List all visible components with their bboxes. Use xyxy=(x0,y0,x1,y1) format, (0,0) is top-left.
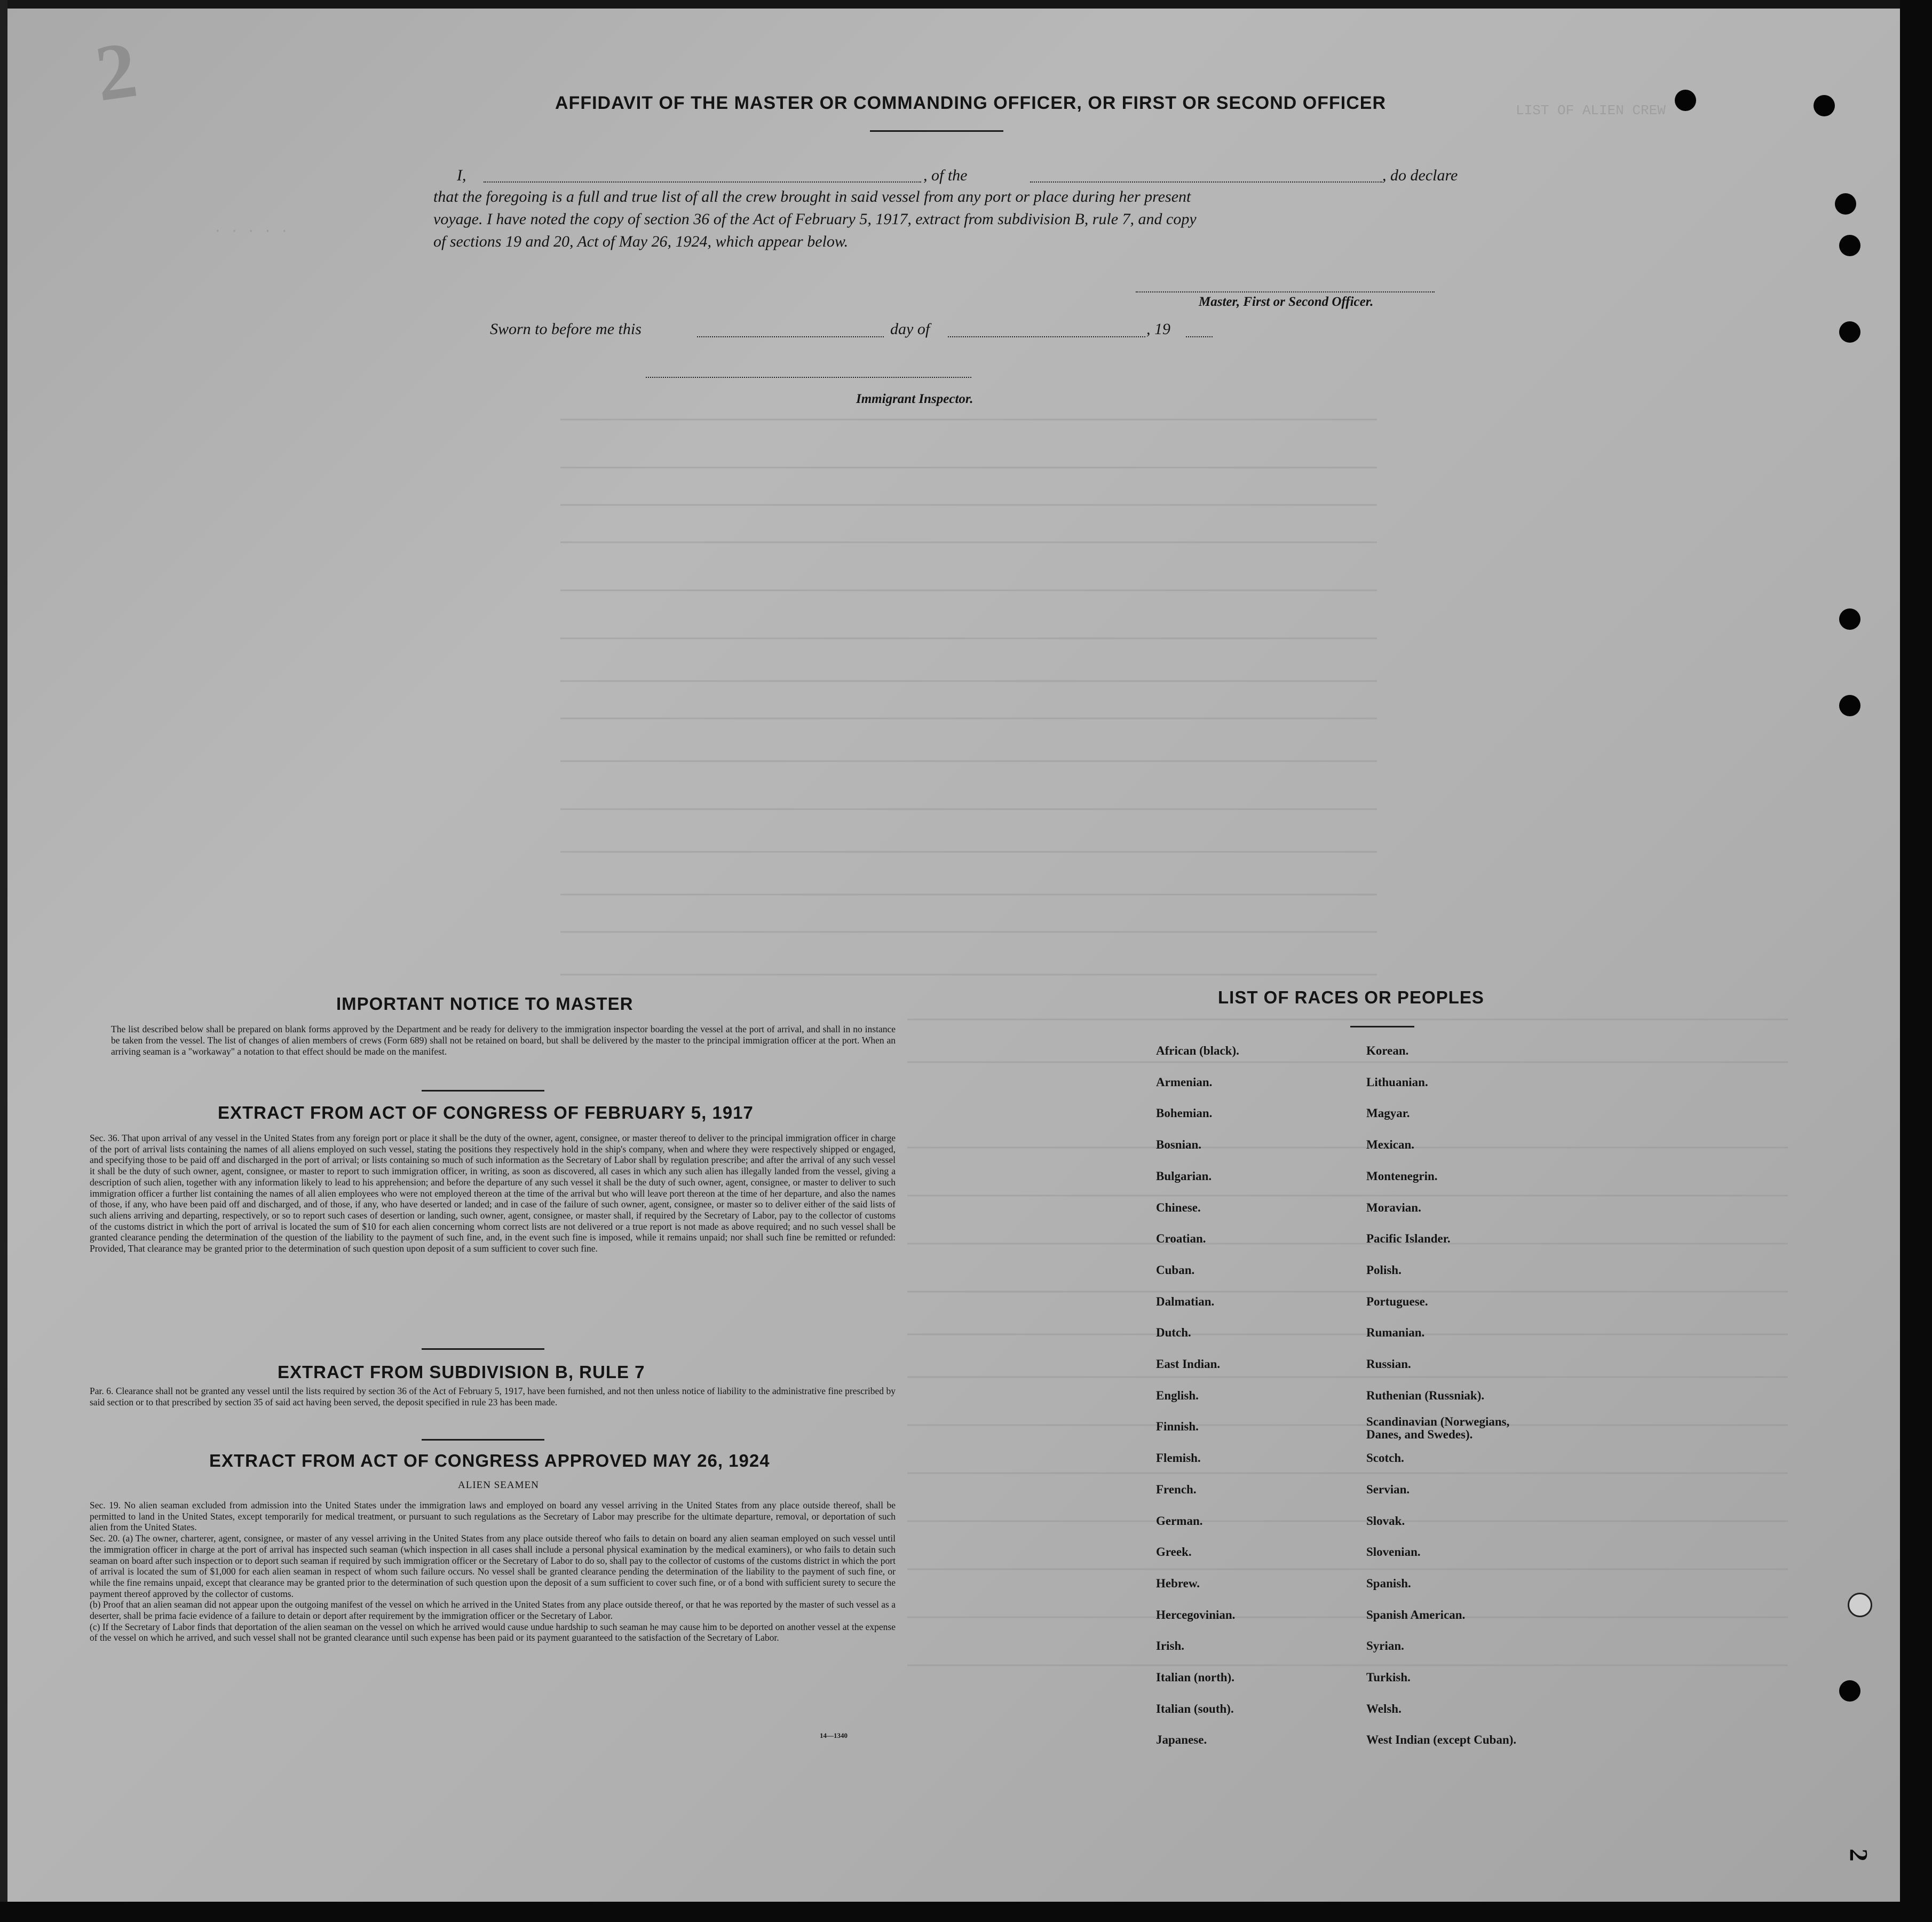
extract-1924-title: EXTRACT FROM ACT OF CONGRESS APPROVED MAY 26, 1924 xyxy=(209,1451,770,1470)
affidavit-do-declare: , do declare xyxy=(1382,167,1458,184)
race-right-item: Magyar. xyxy=(1366,1106,1410,1120)
race-right-item: Moravian. xyxy=(1366,1200,1421,1214)
race-left-item: Bulgarian. xyxy=(1156,1169,1212,1183)
scan-border-top xyxy=(0,0,1932,9)
page-number-top: 2 xyxy=(90,25,142,118)
race-left-item: Irish. xyxy=(1156,1639,1185,1653)
affidavit-of-the: , of the xyxy=(923,167,968,184)
sec-20c-text: (c) If the Secretary of Labor finds that deportation of the alien seaman on the vessel on which he arrived would cause undue hardship to such seaman he may cause him to be deported on another vessel at the expense of the vessel on which he arrived, and such vessel shall not be granted clearance until such expense has been paid or its payment guaranteed to the satisfaction of the Secretary of Labor. xyxy=(90,1621,896,1643)
notice-text: The list described below shall be prepared on blank forms approved by the Department and be ready for delivery to the immigration inspector boarding the vessel at the port of arrival, and shall in no instance be taken from the vessel. The list of changes of alien members of crews (Form 689) shall not be retained on board, but shall be delivered by the master to the principal immigration officer at the port. When an arriving seaman is a "workaway" a notation to that effect should be made on the manifest. xyxy=(111,1024,896,1057)
race-right-item: Slovenian. xyxy=(1366,1545,1421,1559)
race-right-item: Spanish. xyxy=(1366,1576,1411,1590)
master-signature-label: Master, First or Second Officer. xyxy=(1199,295,1374,309)
race-right-item: Pacific Islander. xyxy=(1366,1232,1451,1246)
race-right-item: Slovak. xyxy=(1366,1514,1405,1528)
race-right-item: Scotch. xyxy=(1366,1451,1404,1465)
scan-border-right xyxy=(1900,0,1932,1922)
notice-rule xyxy=(422,1090,544,1091)
extract-rule7-title: EXTRACT FROM SUBDIVISION B, RULE 7 xyxy=(278,1362,645,1382)
race-left-item: Greek. xyxy=(1156,1545,1192,1559)
race-right-item: Servian. xyxy=(1366,1482,1410,1496)
races-title: LIST OF RACES OR PEOPLES xyxy=(1218,987,1484,1007)
race-left-item: Armenian. xyxy=(1156,1075,1213,1089)
punch-hole xyxy=(1675,90,1696,111)
race-right-item: Spanish American. xyxy=(1366,1608,1466,1622)
punch-hole xyxy=(1839,235,1860,256)
day-of-label: day of xyxy=(890,320,930,338)
affidavit-i: I, xyxy=(457,167,466,184)
year-label: , 19 xyxy=(1146,320,1170,338)
race-left-item: Dalmatian. xyxy=(1156,1294,1215,1308)
alien-seamen-heading: ALIEN SEAMEN xyxy=(458,1480,539,1491)
affidavit-line-2: that the foregoing is a full and true list of all the crew brought in said vessel from any port or place during her present xyxy=(433,188,1191,205)
affidavit-line-4: of sections 19 and 20, Act of May 26, 1924, which appear below. xyxy=(433,233,849,250)
punch-hole xyxy=(1835,193,1856,215)
extract-rule7-text: Par. 6. Clearance shall not be granted any vessel until the lists required by section 36 of the Act of February 5, 1917, have been furnished, and not then unless notice of liability to the administrative fine prescribed by said section or to that prescribed by section 35 of said act having been served, the deposit specified in rule 23 has been made. xyxy=(90,1386,896,1407)
race-left-item: Hebrew. xyxy=(1156,1576,1200,1590)
race-left-item: Flemish. xyxy=(1156,1451,1201,1465)
race-right-item: Welsh. xyxy=(1366,1702,1402,1715)
race-left-item: East Indian. xyxy=(1156,1357,1221,1371)
race-left-item: African (black). xyxy=(1156,1044,1239,1057)
punch-hole xyxy=(1839,695,1860,716)
affidavit-line-3: voyage. I have noted the copy of section 36 of the Act of February 5, 1917, extract from subdivision B, rule 7, and copy xyxy=(433,210,1197,228)
svg-text:LIST OF ALIEN CREW: LIST OF ALIEN CREW xyxy=(1516,102,1666,118)
races-rule xyxy=(1350,1026,1414,1027)
form-number: 14—1340 xyxy=(820,1731,848,1739)
race-left-item: Finnish. xyxy=(1156,1420,1199,1434)
notice-title: IMPORTANT NOTICE TO MASTER xyxy=(336,994,634,1014)
race-left-item: Dutch. xyxy=(1156,1326,1191,1340)
title-rule xyxy=(870,130,1003,132)
race-left-item: Cuban. xyxy=(1156,1263,1195,1277)
race-right-item: Scandinavian (Norwegians, Danes, and Swedes). xyxy=(1366,1415,1510,1442)
race-right-item: West Indian (except Cuban). xyxy=(1366,1733,1517,1747)
race-right-item: Portuguese. xyxy=(1366,1294,1428,1308)
race-left-item: Croatian. xyxy=(1156,1232,1206,1246)
race-left-item: German. xyxy=(1156,1514,1203,1528)
sworn-day-blank[interactable] xyxy=(697,336,884,337)
punch-hole xyxy=(1848,1593,1872,1617)
race-left-item: Japanese. xyxy=(1156,1733,1207,1747)
sec-20b-text: (b) Proof that an alien seaman did not appear upon the outgoing manifest of the vessel on which he arrived in the United States from any place outside thereof, or that he was reported by the master of such vessel as a deserter, shall be prima facie evidence of a failure to detain or deport after requirement by the immigration officer or the Secretary of Labor. xyxy=(90,1599,896,1622)
race-left-item: English. xyxy=(1156,1388,1199,1402)
race-left-item: Bohemian. xyxy=(1156,1106,1213,1120)
race-right-item: Lithuanian. xyxy=(1366,1075,1428,1089)
extract-1917-text: Sec. 36. That upon arrival of any vessel in the United States from any foreign port or place it shall be the duty of the owner, agent, consignee, or master thereof to deliver to the principal immigration officer in charge of the port of arrival lists containing the names of all aliens employed on such vessel, stating the positions they respectively hold in the ship's company, when and where they were respectively shipped or engaged, and specifying those to be paid off and discharged in the port of arrival; or lists containing so much of such information as the Secretary of Labor shall by regulation prescribe; and after the arrival of any such vessel it shall be the duty of such owner, agent, consignee, or master to report to such immigration officer, in writing, as soon as discovered, all cases in which any such alien has illegally landed from the vessel, giving a description of such alien, together with any information likely to lead to his apprehension; and before the departure of any such vessel it shall be the duty of such owner, agent, consignee, or master to deliver to such immigration officer a further list containing the names of all alien employees who were not employed thereon at the time of the arrival but who will leave port thereon at the time of her departure, and also the names of those, if any, who have been paid off and discharged, and of those, if any, who have deserted or landed; and in case of the failure of such owner, agent, consignee, or master so to deliver either of the said lists of such aliens arriving and departing, respectively, or so to report such cases of desertion or landing, such owner, agent, consignee, or master shall, if required by the Secretary of Labor, pay to the collector of customs of the customs district in which the port of arrival is located the sum of $10 for each alien concerning whom correct lists are not delivered or a true report is not made as above required; and no such vessel shall be granted clearance pending the determination of the question of the liability to the payment of such fine, and, in the event such fine is imposed, while it remains unpaid; nor shall such fine be remitted or refunded: Provided, That clearance may be granted prior to the determination of such question upon deposit of a sum sufficient to cover such fine. xyxy=(90,1133,896,1254)
sec-20a-text: Sec. 20. (a) The owner, charterer, agent, consignee, or master of any vessel arriving in the United States from any place outside thereof who fails to detain on board any alien seaman employed on such vessel until the immigration officer in charge at the port of arrival has inspected such seaman (which inspection in all cases shall include a personal physical examination by the medical examiners), or who fails to detain such seaman on board after such inspection or to deport such seaman if required by such immigration officer or the Secretary of Labor to do so, shall pay to the collector of customs of the customs district in which the port of arrival is located the sum of $1,000 for each alien seaman in respect of whom such failure occurs. No vessel shall be granted clearance pending the determination of the liability to the payment of such fine, or while the fine remains unpaid, except that clearance may be granted prior to the determination of such question upon the deposit of a sum sufficient to cover such fine, or of a bond with sufficient surety to secure the payment thereof approved by the collector of customs. xyxy=(90,1533,896,1599)
race-left-item: French. xyxy=(1156,1482,1197,1496)
punch-hole xyxy=(1839,608,1860,630)
master-signature-line[interactable] xyxy=(1136,291,1435,292)
race-left-item: Bosnian. xyxy=(1156,1138,1202,1152)
sworn-label: Sworn to before me this xyxy=(490,320,642,338)
race-right-item: Montenegrin. xyxy=(1366,1169,1438,1183)
race-right-item: Ruthenian (Russniak). xyxy=(1366,1388,1485,1402)
punch-hole xyxy=(1839,1680,1860,1702)
race-right-item: Turkish. xyxy=(1366,1671,1411,1684)
extract-1924-text xyxy=(90,1500,896,1643)
race-right-item: Korean. xyxy=(1366,1044,1409,1057)
sec-19-text: Sec. 19. No alien seaman excluded from admission into the United States under the immigration laws and employed on board any vessel arriving in the United States from any place outside thereof, shall be permitted to land in the United States, except temporarily for medical treatment, or pursuant to such regulations as the Secretary of Labor may prescribe for the ultimate departure, removal, or deportation of such alien from the United States. xyxy=(90,1500,896,1533)
page-number-bottom: 2 xyxy=(1844,1848,1873,1862)
race-left-item: Italian (south). xyxy=(1156,1702,1234,1715)
affidavit-title: AFFIDAVIT OF THE MASTER OR COMMANDING OFFICER, OR FIRST OR SECOND OFFICER xyxy=(555,93,1386,113)
race-left-item: Chinese. xyxy=(1156,1200,1201,1214)
scan-border-left xyxy=(0,0,7,1922)
svg-text:· · · · ·: · · · · · xyxy=(213,223,289,239)
name-blank[interactable] xyxy=(484,181,921,183)
race-right-item: Polish. xyxy=(1366,1263,1402,1277)
race-right-item: Mexican. xyxy=(1366,1138,1415,1152)
extract-rule7-rule xyxy=(422,1439,544,1441)
inspector-signature-label: Immigrant Inspector. xyxy=(856,392,973,406)
race-right-item: Syrian. xyxy=(1366,1639,1404,1653)
punch-hole xyxy=(1839,321,1860,343)
race-left-item: Italian (north). xyxy=(1156,1671,1234,1684)
sworn-month-blank[interactable] xyxy=(948,336,1145,337)
race-left-item: Hercegovinian. xyxy=(1156,1608,1236,1622)
extract-1917-rule xyxy=(422,1348,544,1350)
race-right-item: Rumanian. xyxy=(1366,1326,1425,1340)
punch-hole xyxy=(1814,95,1835,116)
vessel-blank[interactable] xyxy=(1030,181,1382,183)
extract-1917-title: EXTRACT FROM ACT OF CONGRESS OF FEBRUARY 5, 1917 xyxy=(218,1103,754,1122)
scan-border-bottom xyxy=(0,1902,1932,1922)
inspector-signature-line[interactable] xyxy=(646,377,971,378)
race-right-item: Russian. xyxy=(1366,1357,1411,1371)
sworn-year-blank[interactable] xyxy=(1186,336,1213,337)
